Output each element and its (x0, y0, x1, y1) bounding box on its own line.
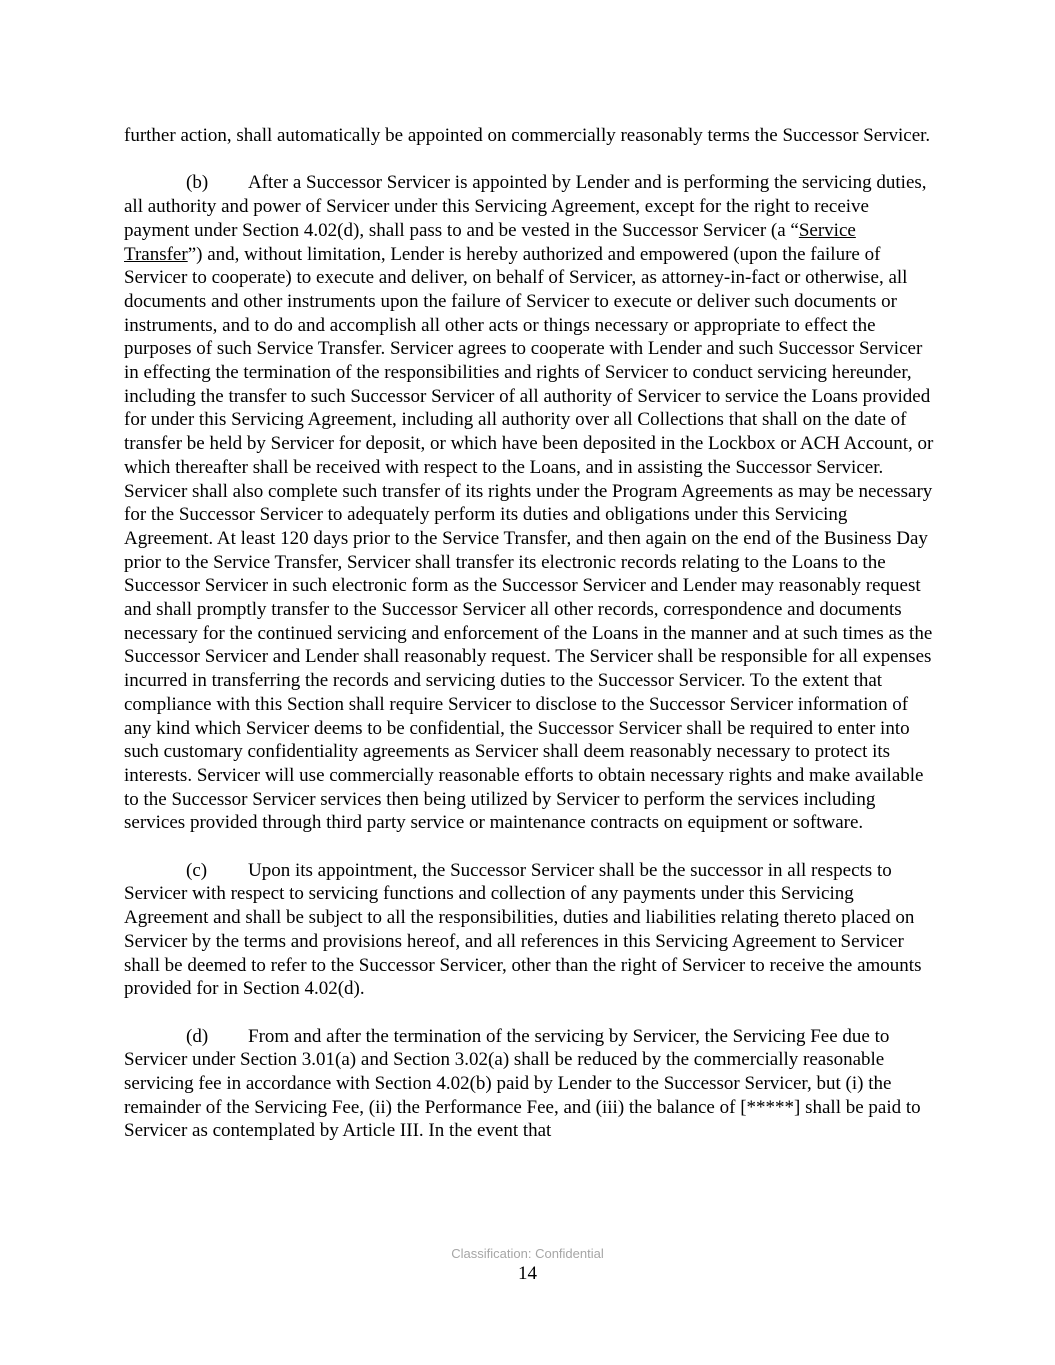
classification-label: Classification: Confidential (451, 1246, 604, 1261)
defined-term-service-transfer: Service Transfer (124, 219, 856, 265)
page-number: 14 (518, 1263, 537, 1284)
paragraph-b-label: (b) (186, 172, 209, 194)
paragraph-b-text-before: After a Successor Servicer is appointed by Lender and is performing the servicing duties, all authority and power of Servicer under this Servicing Agreement, except for the right to receive payment under Section 4.02(d), shall pass to and be vested in the Successor Servicer (a “ (124, 172, 927, 241)
paragraph-c (124, 859, 936, 1001)
paragraph-c-label: (c) (186, 859, 208, 881)
paragraph-b (124, 171, 936, 835)
paragraph-d-label: (d) (186, 1025, 209, 1047)
paragraph-c-text: Upon its appointment, the Successor Servicer shall be the successor in all respects to Servicer with respect to servicing functions and collection of any payments under this Servicing Agreement and shall be subject to all the responsibilities, duties and liabilities relating thereto placed on Servicer by the terms and provisions hereof, and all references in this Servicing Agreement to Servicer shall be deemed to refer to the Successor Servicer, other than the right of Servicer to receive the amounts provided for in Section 4.02(d). (124, 859, 922, 1000)
continuation-paragraph: further action, shall automatically be appointed on commercially reasonably terms the Successor Servicer. (124, 125, 931, 146)
paragraph-d-text: From and after the termination of the servicing by Servicer, the Servicing Fee due to Servicer under Section 3.01(a) and Section 3.02(a) shall be reduced by the commercially reasonable servicing fee in accordance with Section 4.02(b) paid by Lender to the Successor Servicer, but (i) the remainder of the Servicing Fee, (ii) the Performance Fee, and (iii) the balance of [*****] shall be paid to Servicer as contemplated by Article III. In the event that (124, 1025, 921, 1142)
paragraph-d (124, 1025, 936, 1144)
paragraph-b-text-after: ”) and, without limitation, Lender is hereby authorized and empowered (upon the failure of Servicer to cooperate) to execute and deliver, on behalf of Servicer, as attorney-in-fact or otherwise, all documents and other instruments upon the failure of Servicer to execute or deliver such documents or instruments, and to do and accomplish all other acts or things necessary or appropriate to effect the purposes of such Service Transfer. Servicer agrees to cooperate with Lender and such Successor Servicer in effecting the termination of the responsibilities and rights of Servicer to conduct servicing hereunder, including the transfer to such Successor Servicer of all authority of Servicer to service the Loans provided for under this Servicing Agreement, including all authority over all Collections that shall on the date of transfer be held by Servicer for deposit, or which have been deposited in the Lockbox or ACH Account, or which thereafter shall be received with respect to the Loans, and in assisting the Successor Servicer. Servicer shall also complete such transfer of its rights under the Program Agreements as may be necessary for the Successor Servicer to adequately perform its duties and obligations under this Servicing Agreement. At least 120 days prior to the Service Transfer, and then again on the end of the Business Day prior to the Service Transfer, Servicer shall transfer its electronic records relating to the Loans to the Successor Servicer in such electronic form as the Successor Servicer and Lender may reasonably request and shall promptly transfer to the Successor Servicer all other records, correspondence and documents necessary for the continued servicing and enforcement of the Loans in the manner and at such times as the Successor Servicer and Lender shall reasonably request. The Servicer shall be responsible for all expenses incurred in transferring the records and servicing duties to the Successor Servicer. To the extent that compliance with this Section shall require Servicer to disclose to the Successor Servicer information of any kind which Servicer deems to be confidential, the Successor Servicer shall be required to enter into such customary confidentiality agreements as Servicer shall deem reasonably necessary to protect its interests. Servicer will use commercially reasonable efforts to obtain necessary rights and make available to the Successor Servicer services then being utilized by Servicer to perform the services including services provided through third party service or maintenance contracts on equipment or software. (124, 243, 934, 834)
document-page (124, 124, 936, 1167)
